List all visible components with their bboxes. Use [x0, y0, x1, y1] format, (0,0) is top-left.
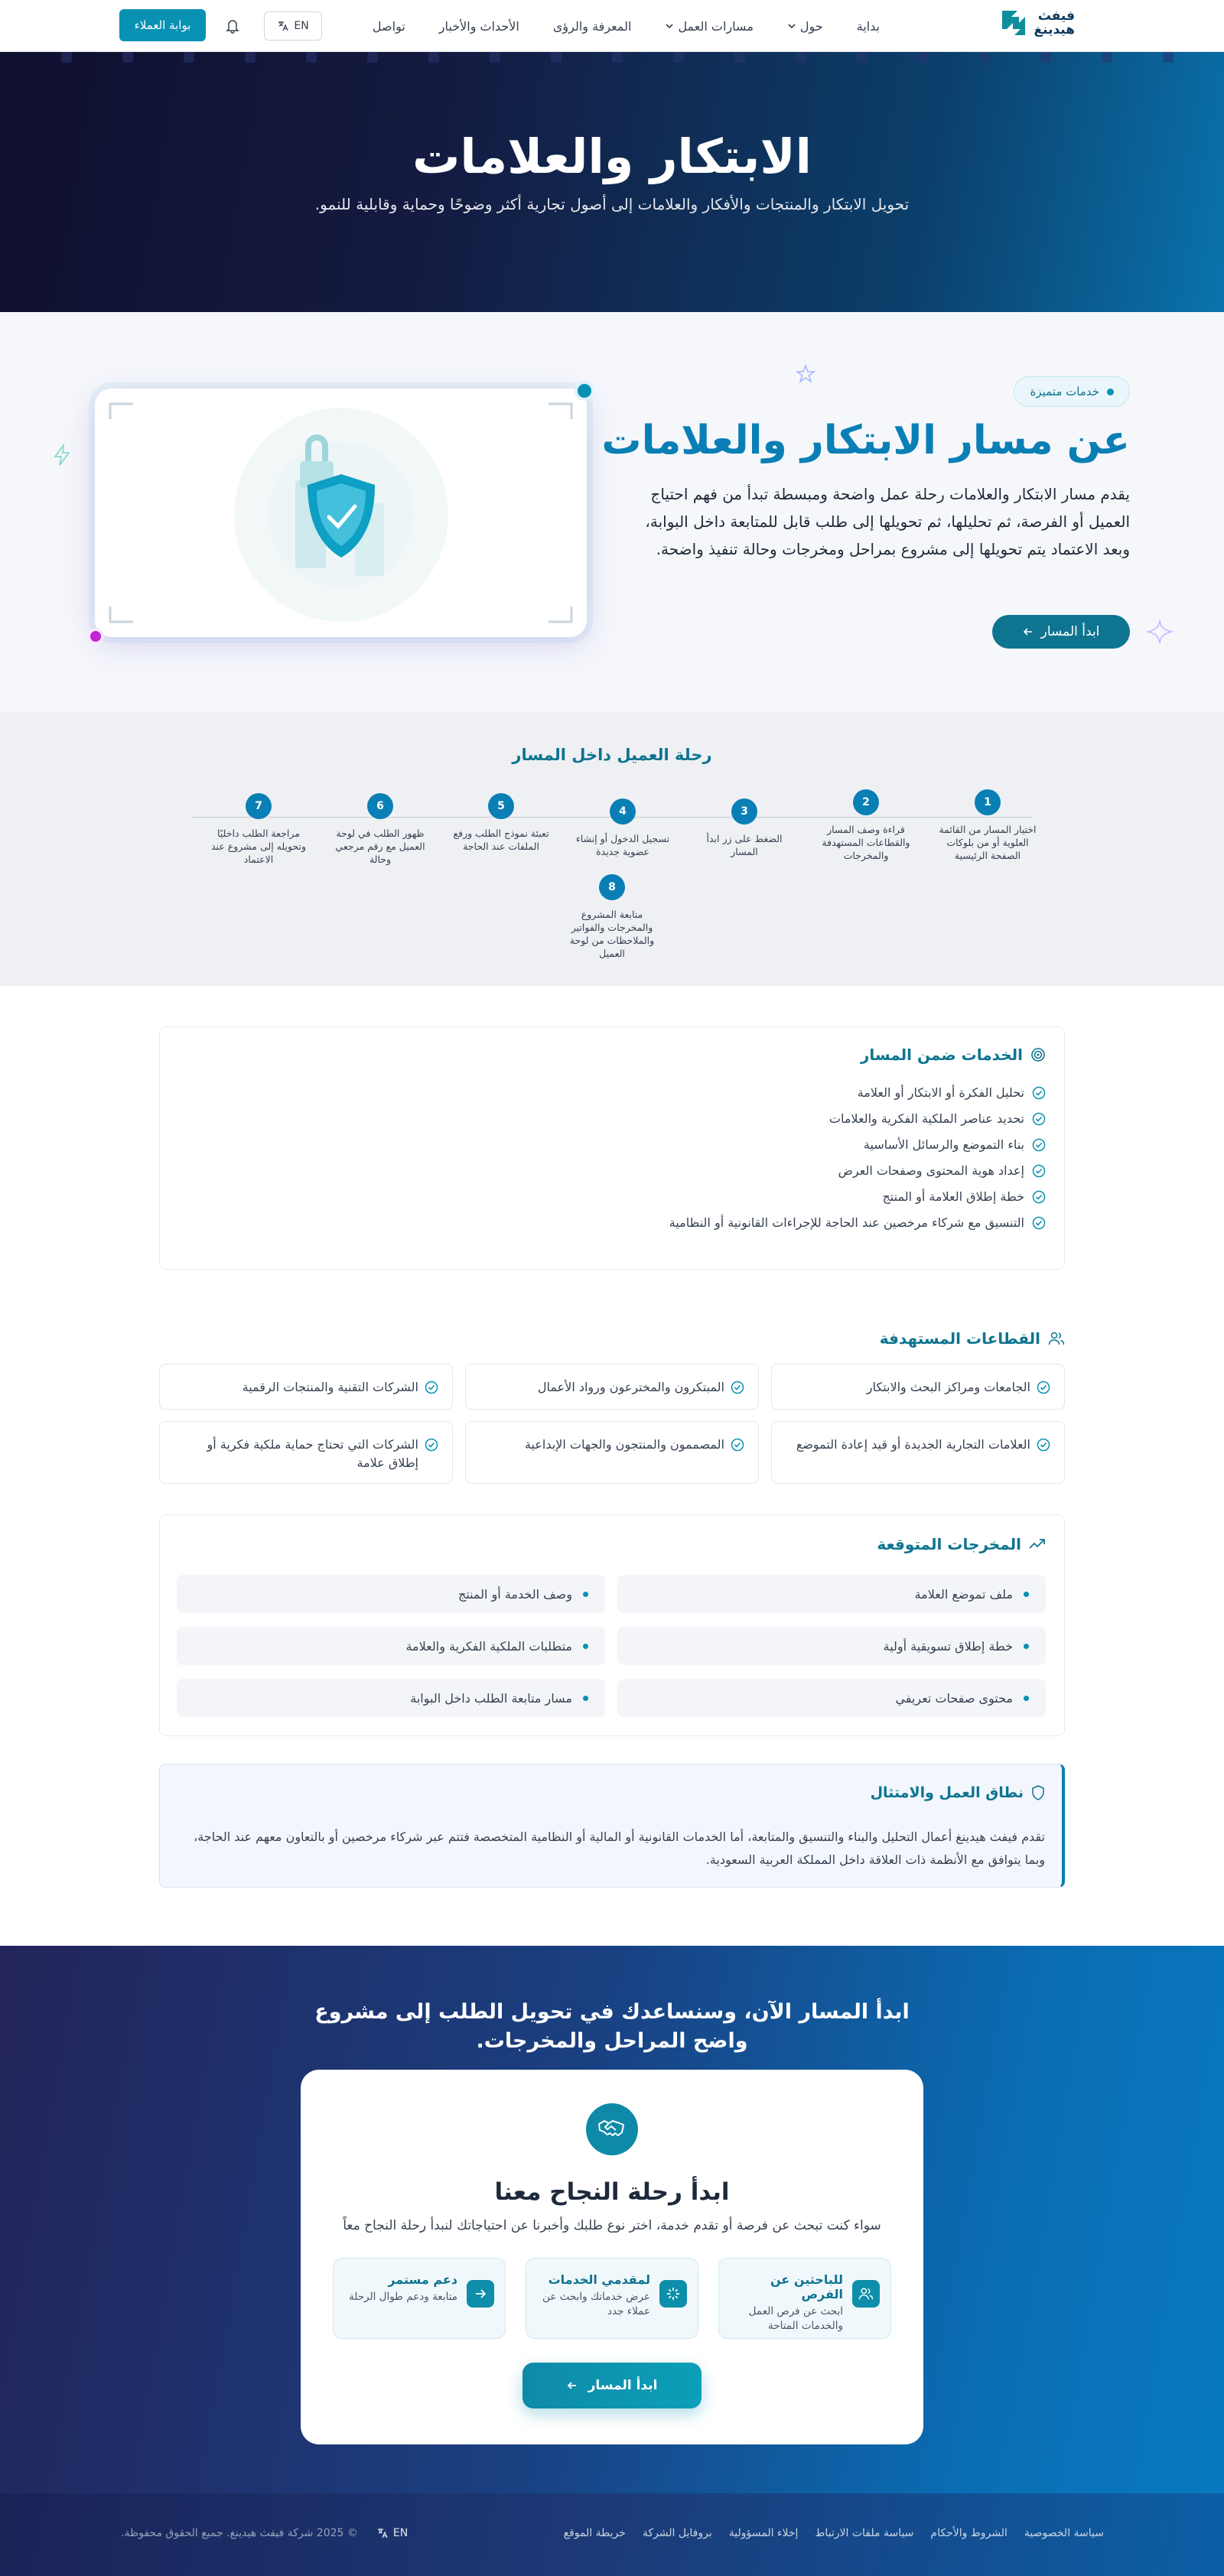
trending-up-icon	[1029, 1538, 1046, 1550]
main-menu	[373, 0, 880, 52]
output-item	[617, 1627, 1046, 1665]
cta-box-title: ابدأ رحلة النجاح معنا	[494, 2178, 730, 2206]
footer-bottom	[121, 2527, 408, 2539]
sectors-title: القطاعات المستهدفة	[879, 1329, 1040, 1348]
users-icon	[1048, 1331, 1065, 1346]
option-card-seekers[interactable]	[718, 2258, 891, 2339]
output-text: وصف الخدمة أو المنتج	[457, 1586, 572, 1602]
cta-heading: ابدأ المسار الآن، وسنساعدك في تحويل الطلب إلى مشروع واضح المراحل والمخرجات.	[314, 2000, 910, 2053]
step-number: 5	[488, 793, 514, 819]
output-item	[617, 1679, 1046, 1717]
service-text: تحديد عناصر الملكية الفكرية والعلامات	[828, 1111, 1024, 1126]
check-circle-icon	[1032, 1086, 1046, 1100]
cta-section	[0, 1946, 1224, 2493]
nav-link-home[interactable]: بداية	[856, 18, 880, 34]
check-circle-icon	[1032, 1164, 1046, 1178]
list-item	[669, 1215, 1046, 1230]
journey-title: رحلة العميل داخل المسار	[512, 746, 712, 764]
sector-text: الشركات التقنية والمنتجات الرقمية	[242, 1380, 418, 1394]
nav-link-knowledge[interactable]: المعرفة والرؤى	[552, 18, 632, 34]
check-circle-icon	[1037, 1381, 1050, 1394]
card-corner-dot	[575, 381, 594, 401]
hero-section	[0, 52, 1224, 312]
translate-icon	[376, 2527, 389, 2539]
badge-dot	[1107, 389, 1114, 395]
output-text: متطلبات الملكية الفكرية والعلامة	[405, 1638, 572, 1654]
sector-card	[465, 1364, 759, 1410]
step-text: متابعة المشروع والمخرجات والفواتير والملاحظات من لوحة العميل	[569, 909, 655, 959]
journey-step	[695, 798, 794, 858]
badge-label: خدمات متميزة	[1030, 385, 1099, 398]
bullet-dot	[1024, 1644, 1029, 1649]
cta-start-button[interactable]	[522, 2363, 702, 2408]
handshake-badge	[586, 2103, 638, 2155]
step-text: قراءة وصف المسار والقطاعات المستهدفة والمخرجات	[822, 824, 910, 861]
check-circle-icon	[1032, 1190, 1046, 1204]
site-logo[interactable]	[999, 8, 1075, 38]
client-portal-button[interactable]: بوابة العملاء	[119, 9, 206, 41]
nav-link-work-tracks[interactable]: مسارات العمل	[665, 19, 753, 34]
copyright-text: © 2025 شركة فيفث هيدينغ. جميع الحقوق محفوظة.	[121, 2527, 358, 2539]
services-list	[669, 1085, 1046, 1230]
scope-header	[871, 1784, 1045, 1801]
option-desc: متابعة ودعم طوال الرحلة	[348, 2291, 457, 2303]
services-header	[861, 1046, 1046, 1064]
sector-text: الجامعات ومراكز البحث والابتكار	[866, 1380, 1030, 1394]
step-text: تسجيل الدخول أو إنشاء عضوية جديدة	[575, 833, 670, 857]
output-text: محتوى صفحات تعريفي	[895, 1690, 1013, 1706]
footer-link-terms[interactable]: الشروط والأحكام	[930, 2527, 1008, 2539]
step-number: 3	[731, 798, 757, 825]
services-panel	[159, 1026, 1065, 1270]
check-circle-icon	[731, 1438, 744, 1452]
nav-link-news[interactable]: الأحداث والأخبار	[438, 18, 519, 34]
journey-step	[330, 793, 430, 866]
shield-lock-illustration	[95, 389, 587, 637]
list-item	[669, 1085, 1046, 1100]
cta-box	[301, 2070, 923, 2444]
site-footer	[0, 2493, 1224, 2576]
hero-pattern	[0, 52, 1224, 75]
about-description: يقدم مسار الابتكار والعلامات رحلة عمل واضحة ومبسطة تبدأ من فهم احتياج العميل أو الفرصة، ثم تحليلها، ثم تحويلها إلى طلب قابل للمتابعة داخل البوابة، وبعد الاعتماد يتم تحويلها إلى مشروع بمراحل ومخرجات وحالة تنفيذ واضحة.	[645, 485, 1130, 558]
bullet-dot	[1024, 1592, 1029, 1597]
sector-card	[159, 1421, 453, 1484]
footer-language-label: EN	[392, 2527, 409, 2539]
sector-text: المصممون والمنتجون والجهات الإبداعية	[524, 1437, 724, 1452]
sector-card	[771, 1364, 1065, 1410]
services-badge	[1014, 376, 1130, 407]
service-text: التنسيق مع شركاء مرخصين عند الحاجة للإجراءات القانونية أو النظامية	[669, 1215, 1024, 1230]
output-text: ملف تموضع العلامة	[914, 1586, 1013, 1602]
sparkle-icon	[1146, 618, 1174, 646]
sector-card	[465, 1421, 759, 1484]
step-number: 7	[246, 793, 272, 819]
arrow-left-icon	[567, 2380, 578, 2391]
step-text: ظهور الطلب في لوحة العميل مع رقم مرجعي وحالة	[335, 828, 425, 865]
footer-language-switch[interactable]	[376, 2527, 408, 2539]
bullet-dot	[583, 1696, 588, 1701]
step-text: اختيار المسار من القائمة العلوية أو من بلوكات الصفحة الرئيسية	[939, 824, 1037, 861]
top-navbar	[0, 0, 1224, 52]
journey-step	[573, 798, 672, 858]
step-number: 8	[599, 874, 625, 900]
outputs-title: المخرجات المتوقعة	[877, 1535, 1021, 1553]
sectors-header	[880, 1329, 1065, 1348]
output-item	[177, 1627, 605, 1665]
footer-link-profile[interactable]: بروفايل الشركة	[642, 2527, 712, 2539]
nav-link-contact[interactable]: تواصل	[372, 18, 405, 34]
check-circle-icon	[1032, 1216, 1046, 1230]
option-title: للباحثين عن الفرص	[770, 2272, 843, 2301]
bullet-dot	[583, 1644, 588, 1649]
option-icon-box	[852, 2280, 880, 2308]
sector-text: العلامات التجارية الجديدة أو قيد إعادة التموضع	[796, 1437, 1030, 1452]
output-item	[177, 1679, 605, 1717]
option-icon-box	[659, 2280, 687, 2308]
output-item	[177, 1575, 605, 1613]
logo-mark-icon	[999, 8, 1027, 38]
outputs-header	[877, 1535, 1046, 1553]
nav-link-about[interactable]: حول	[787, 19, 823, 34]
list-item	[669, 1111, 1046, 1126]
scope-panel	[159, 1764, 1065, 1888]
handshake-icon	[597, 2118, 627, 2141]
check-circle-icon	[425, 1438, 438, 1452]
chevron-down-icon	[665, 21, 674, 31]
footer-link-privacy[interactable]: سياسة الخصوصية	[1024, 2527, 1104, 2539]
footer-links	[564, 2527, 1104, 2539]
output-item	[617, 1575, 1046, 1613]
cta-start-label: ابدأ المسار	[588, 2378, 658, 2393]
service-text: تحليل الفكرة أو الابتكار أو العلامة	[857, 1085, 1024, 1100]
service-text: إعداد هوية المحتوى وصفحات العرض	[838, 1163, 1024, 1178]
option-icon-box	[467, 2280, 494, 2308]
sector-text: الشركات التي تحتاج حماية ملكية فكرية أو إطلاق علامة	[207, 1437, 418, 1470]
check-circle-icon	[1037, 1438, 1050, 1452]
check-circle-icon	[1032, 1112, 1046, 1126]
footer-link-cookies[interactable]: سياسة ملفات الارتباط	[815, 2527, 914, 2539]
star-outline-icon	[796, 364, 815, 384]
sparkles-icon	[666, 2286, 681, 2301]
journey-step	[562, 874, 662, 960]
option-desc: عرض خدماتك وابحث عن عملاء جدد	[542, 2291, 650, 2317]
journey-step	[816, 789, 916, 862]
bell-icon[interactable]	[226, 18, 239, 34]
target-icon	[1030, 1047, 1046, 1062]
option-title: لمقدمي الخدمات	[548, 2272, 650, 2287]
scope-text: تقدم فيفث هيدينغ أعمال التحليل والبناء والتنسيق والمتابعة، أما الخدمات القانونية أو المالية أو النظامية المتخصصة فتتم عبر شركاء مرخصين أو بالتعاون معهم عند الحاجة، وبما يتوافق مع الأنظمة ذات العلاقة داخل المملكة العربية السعودية.	[194, 1830, 1045, 1867]
step-text: الضغط على زر ابدأ المسار	[706, 833, 783, 857]
arrow-left-icon	[1023, 626, 1034, 637]
illustration-card	[95, 389, 587, 637]
output-text: مسار متابعة الطلب داخل البوابة	[410, 1690, 572, 1706]
hero-title: الابتكار والعلامات	[412, 128, 812, 184]
about-section	[0, 312, 1224, 712]
option-title: دعم مستمر	[388, 2272, 457, 2287]
step-number: 6	[367, 793, 393, 819]
option-card-providers[interactable]	[526, 2258, 698, 2339]
card-corner-dot	[87, 628, 104, 645]
step-text: تعبئة نموذج الطلب ورفع الملفات عند الحاجة	[453, 828, 549, 852]
language-switch-button[interactable]	[264, 11, 322, 41]
list-item	[669, 1189, 1046, 1204]
shield-icon	[1031, 1785, 1045, 1800]
step-number: 4	[610, 798, 636, 825]
chevron-down-icon	[787, 21, 796, 31]
bullet-dot	[1024, 1696, 1029, 1701]
service-text: خطة إطلاق العلامة أو المنتج	[882, 1189, 1024, 1204]
journey-step	[938, 789, 1037, 862]
check-circle-icon	[731, 1381, 744, 1394]
option-card-support[interactable]	[333, 2258, 506, 2339]
lightning-icon	[52, 444, 72, 467]
option-desc: ابحث عن فرص العمل والخدمات المتاحة	[748, 2305, 843, 2332]
cta-box-subtitle: سواء كنت تبحث عن فرصة أو تقدم خدمة، اختر نوع طلبك وأخبرنا عن احتياجاتك لنبدأ رحلة النجاح معاً	[343, 2218, 881, 2233]
services-title: الخدمات ضمن المسار	[860, 1046, 1023, 1064]
logo-text-line1: فيفث	[1037, 8, 1075, 24]
journey-step	[451, 793, 551, 853]
sector-card	[771, 1421, 1065, 1484]
about-title: عن مسار الابتكار والعلامات	[601, 418, 1130, 463]
hero-subtitle: تحويل الابتكار والمنتجات والأفكار والعلامات إلى أصول تجارية أكثر وضوحًا وحماية وقابلية للنمو.	[314, 195, 910, 213]
list-item	[669, 1137, 1046, 1152]
start-track-label: ابدأ المسار	[1040, 624, 1100, 639]
sector-text: المبتكرون والمخترعون ورواد الأعمال	[537, 1380, 724, 1394]
output-text: خطة إطلاق تسويقية أولية	[883, 1638, 1013, 1654]
translate-icon	[277, 20, 289, 32]
sector-card	[159, 1364, 453, 1410]
step-text: مراجعة الطلب داخليًا وتحويله إلى مشروع عند الاعتماد	[210, 828, 306, 865]
step-number: 2	[853, 789, 879, 815]
check-circle-icon	[425, 1381, 438, 1394]
start-track-button[interactable]	[992, 615, 1130, 649]
bullet-dot	[583, 1592, 588, 1597]
footer-link-disclaimer[interactable]: إخلاء المسؤولية	[728, 2527, 799, 2539]
language-label: EN	[294, 20, 309, 32]
logo-text-line2: هيدينغ	[1034, 22, 1075, 37]
scope-title: نطاق العمل والامتثال	[870, 1784, 1024, 1801]
step-number: 1	[975, 789, 1001, 815]
outputs-panel	[159, 1514, 1065, 1736]
list-item	[669, 1163, 1046, 1178]
footer-link-sitemap[interactable]: خريطة الموقع	[563, 2527, 626, 2539]
service-text: بناء التموضع والرسائل الأساسية	[863, 1137, 1024, 1152]
users-icon	[858, 2287, 874, 2301]
arrow-right-icon	[474, 2288, 487, 2300]
check-circle-icon	[1032, 1138, 1046, 1152]
journey-step	[209, 793, 308, 866]
